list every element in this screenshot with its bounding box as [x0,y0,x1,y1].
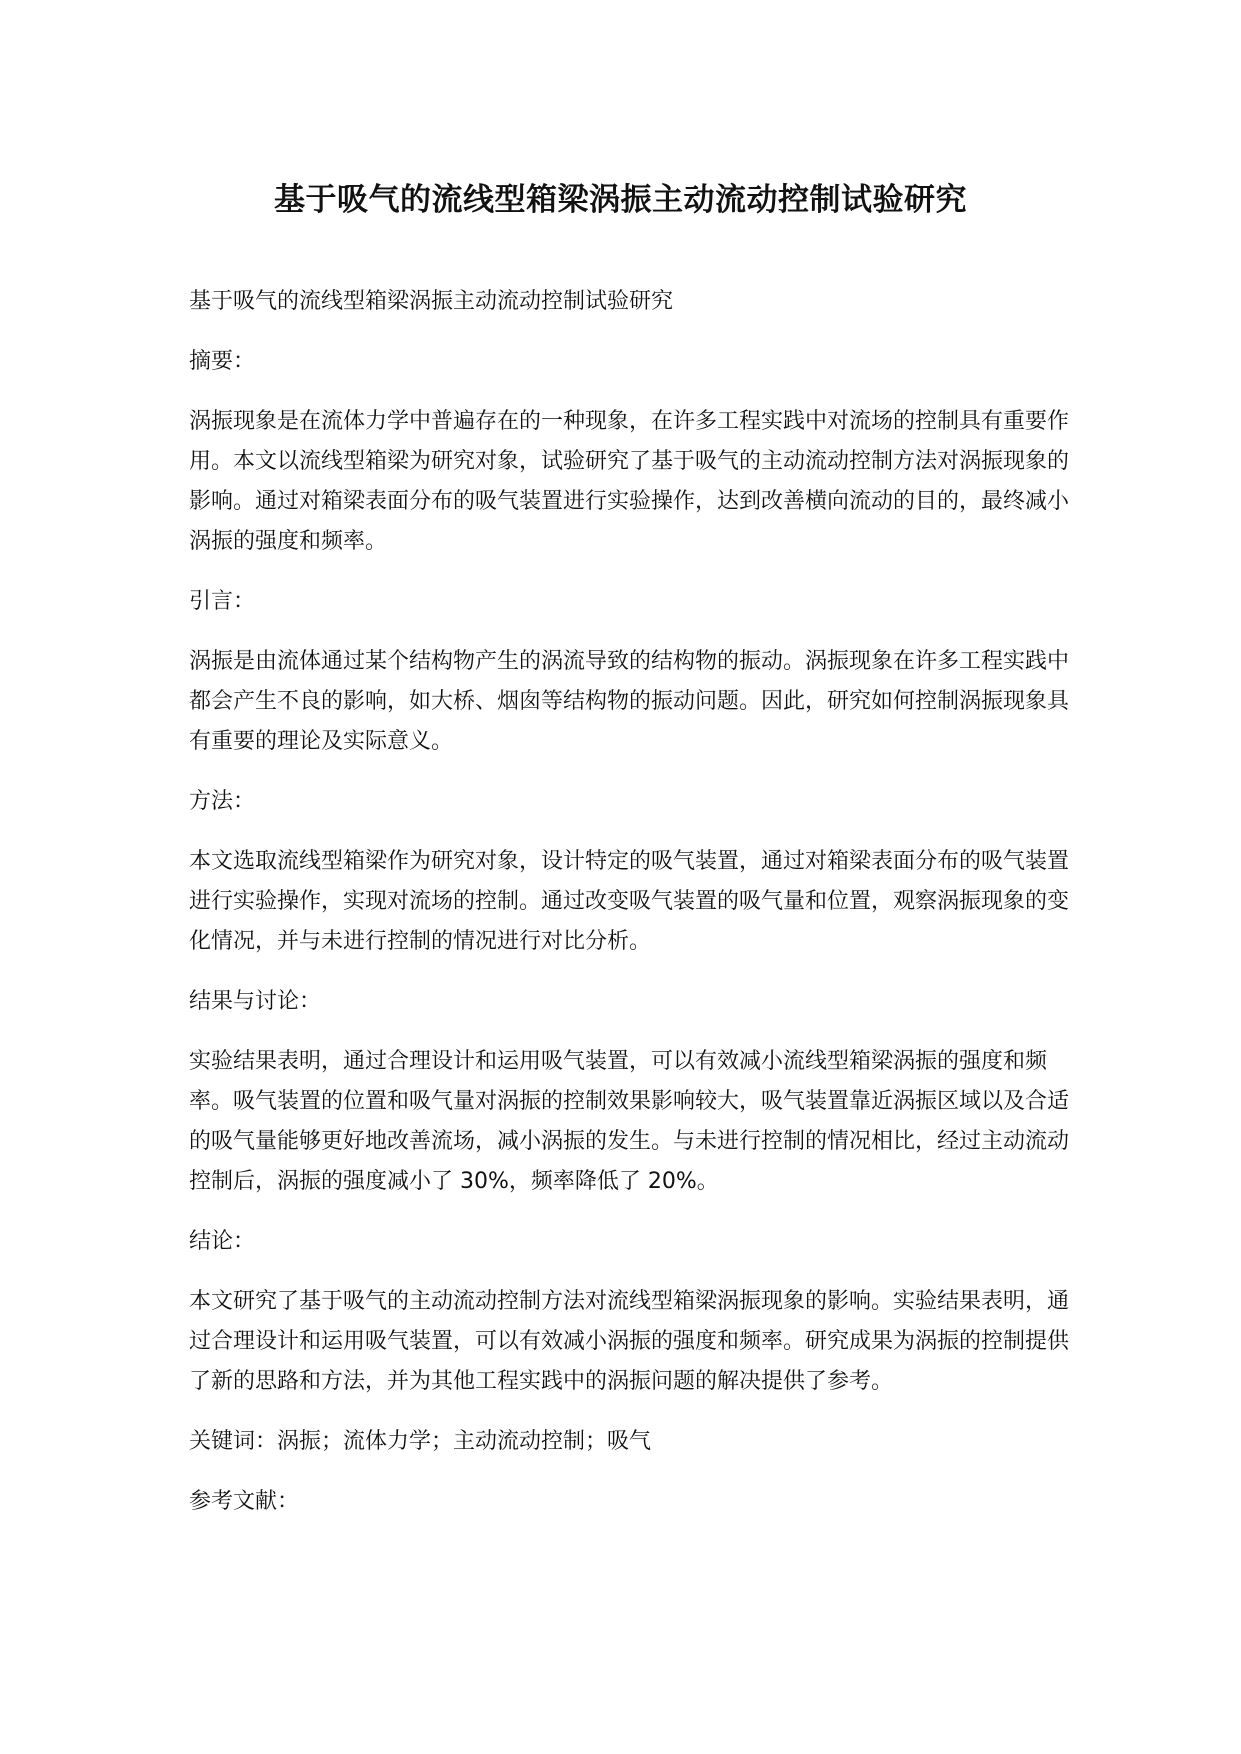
conclusion-heading: 结论： [189,1229,256,1254]
intro-heading: 引言： [189,589,256,614]
abstract-paragraph: 涡振现象是在流体力学中普遍存在的一种现象，在许多工程实践中对流场的控制具有重要作用。本文以流线型箱梁为研究对象，试验研究了基于吸气的主动流动控制方法对涡振现象的影响。通过对箱梁表面分布的吸气装置进行实验操作，达到改善横向流动的目的，最终减小涡振的强度和频率。 [189,409,1070,554]
document-body [189,282,1069,1542]
references-heading: 参考文献： [189,1489,300,1514]
abstract-heading: 摘要： [189,349,256,374]
results-paragraph: 实验结果表明，通过合理设计和运用吸气装置，可以有效减小流线型箱梁涡振的强度和频率。吸气装置的位置和吸气量对涡振的控制效果影响较大，吸气装置靠近涡振区域以及合适的吸气量能够更好地改善流场，减小涡振的发生。与未进行控制的情况相比，经过主动流动控制后，涡振的强度减小了 30%，频率降低了 20%。 [189,1049,1070,1194]
intro-paragraph: 涡振是由流体通过某个结构物产生的涡流导致的结构物的振动。涡振现象在许多工程实践中都会产生不良的影响，如大桥、烟囱等结构物的振动问题。因此，研究如何控制涡振现象具有重要的理论及实际意义。 [189,649,1070,754]
method-heading: 方法： [189,789,256,814]
results-heading: 结果与讨论： [189,989,322,1014]
document-title: 基于吸气的流线型箱梁涡振主动流动控制试验研究 [274,182,967,218]
keywords-line: 关键词：涡振；流体力学；主动流动控制；吸气 [189,1429,652,1454]
method-paragraph: 本文选取流线型箱梁作为研究对象，设计特定的吸气装置，通过对箱梁表面分布的吸气装置进行实验操作，实现对流场的控制。通过改变吸气装置的吸气量和位置，观察涡振现象的变化情况，并与未进行控制的情况进行对比分析。 [189,849,1070,954]
conclusion-paragraph: 本文研究了基于吸气的主动流动控制方法对流线型箱梁涡振现象的影响。实验结果表明，通过合理设计和运用吸气装置，可以有效减小涡振的强度和频率。研究成果为涡振的控制提供了新的思路和方法，并为其他工程实践中的涡振问题的解决提供了参考。 [189,1289,1070,1394]
subtitle-line: 基于吸气的流线型箱梁涡振主动流动控制试验研究 [189,289,674,314]
